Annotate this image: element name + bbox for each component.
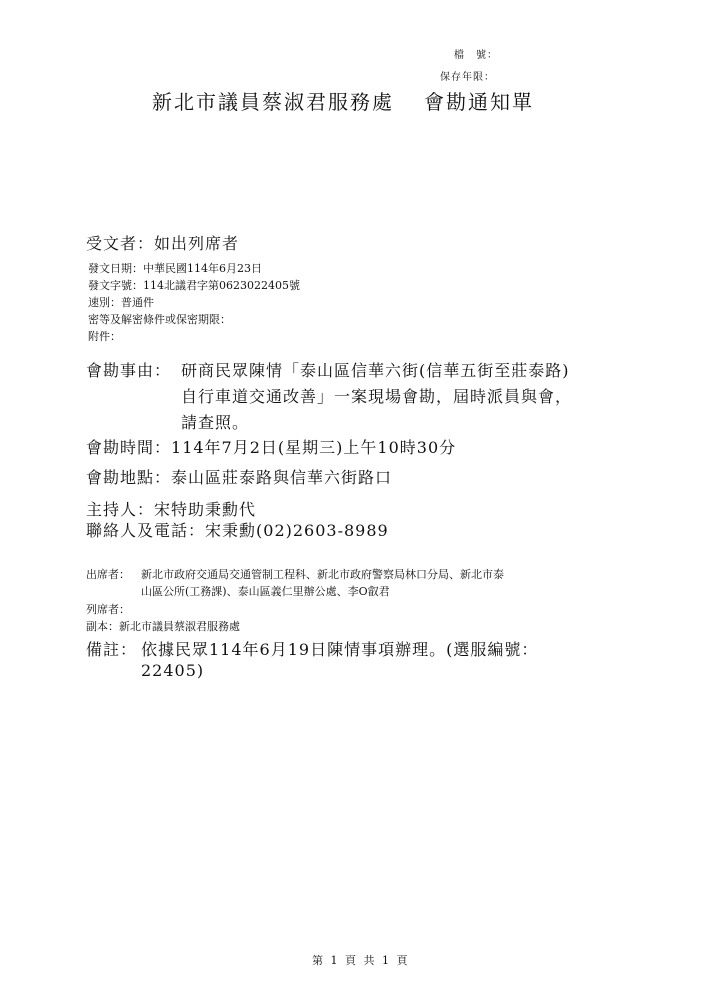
recipient-label: 受文者： <box>86 234 155 253</box>
attachment-label: 附件： <box>88 330 121 343</box>
copy-line <box>86 618 240 635</box>
recipient-line <box>86 231 239 254</box>
time-label: 會勘時間： <box>86 438 172 457</box>
copy-label: 副本： <box>86 620 119 633</box>
place-value: 泰山區莊泰路與信華六街路口 <box>171 468 393 487</box>
speed-value: 普通件 <box>121 296 154 309</box>
speed-label: 速別： <box>88 296 121 309</box>
issue-date-value: 中華民國114年6月23日 <box>143 262 262 275</box>
reason-label: 會勘事由： <box>86 361 172 380</box>
remark-line-2: 22405) <box>141 661 205 680</box>
inspection-place-line <box>86 465 392 488</box>
speed-line <box>88 294 300 311</box>
host-value: 宋特助秉勳代 <box>154 500 257 519</box>
host-label: 主持人： <box>86 500 155 519</box>
doc-type: 會勘通知單 <box>424 90 534 114</box>
issue-date-label: 發文日期： <box>88 262 143 275</box>
host-line <box>86 497 256 520</box>
contact-value: 宋秉勳(02)2603-8989 <box>205 521 389 540</box>
agency-name: 新北市議員蔡淑君服務處 <box>152 90 394 114</box>
contact-line <box>86 518 389 541</box>
observers-label: 列席者： <box>86 603 130 616</box>
attachment-line <box>88 328 300 345</box>
reason-line-1: 研商民眾陳情「泰山區信華六街(信華五街至莊泰路) <box>181 361 570 380</box>
observers-line <box>86 601 130 618</box>
time-value: 114年7月2日(星期三)上午10時30分 <box>171 438 457 457</box>
issue-number-label: 發文字號： <box>88 279 143 292</box>
recipient-value: 如出列席者 <box>154 234 240 253</box>
inspection-time-line <box>86 435 456 458</box>
secrecy-label: 密等及解密條件或保密期限： <box>88 313 231 326</box>
retention-label: 保存年限： <box>440 72 495 83</box>
contact-label: 聯絡人及電話： <box>86 521 206 540</box>
document-title <box>152 86 534 115</box>
attendees-line-1: 新北市政府交通局交通管制工程科、新北市政府警察局林口分局、新北市泰 <box>141 568 504 581</box>
doc-info-block <box>88 260 300 345</box>
attendees-line-2: 山區公所(工務課)、泰山區義仁里辦公處、李O叡君 <box>141 585 390 598</box>
copy-value: 新北市議員蔡淑君服務處 <box>119 620 240 633</box>
attendees-label: 出席者： <box>86 568 130 581</box>
issue-date-line <box>88 260 300 277</box>
issue-number-value: 114北議君字第0623022405號 <box>143 279 300 292</box>
reason-line-2: 自行車道交通改善」一案現場會勘，屆時派員與會， <box>181 387 573 406</box>
file-number-label: 檔 號： <box>454 50 498 61</box>
place-label: 會勘地點： <box>86 468 172 487</box>
secrecy-line <box>88 311 300 328</box>
issue-number-line <box>88 277 300 294</box>
page-number: 第 1 頁 共 1 頁 <box>312 954 410 967</box>
remark-label: 備註： <box>86 640 138 659</box>
remark-line-1: 依據民眾114年6月19日陳情事項辦理。(選服編號： <box>141 640 539 659</box>
reason-line-3: 請查照。 <box>181 413 250 432</box>
